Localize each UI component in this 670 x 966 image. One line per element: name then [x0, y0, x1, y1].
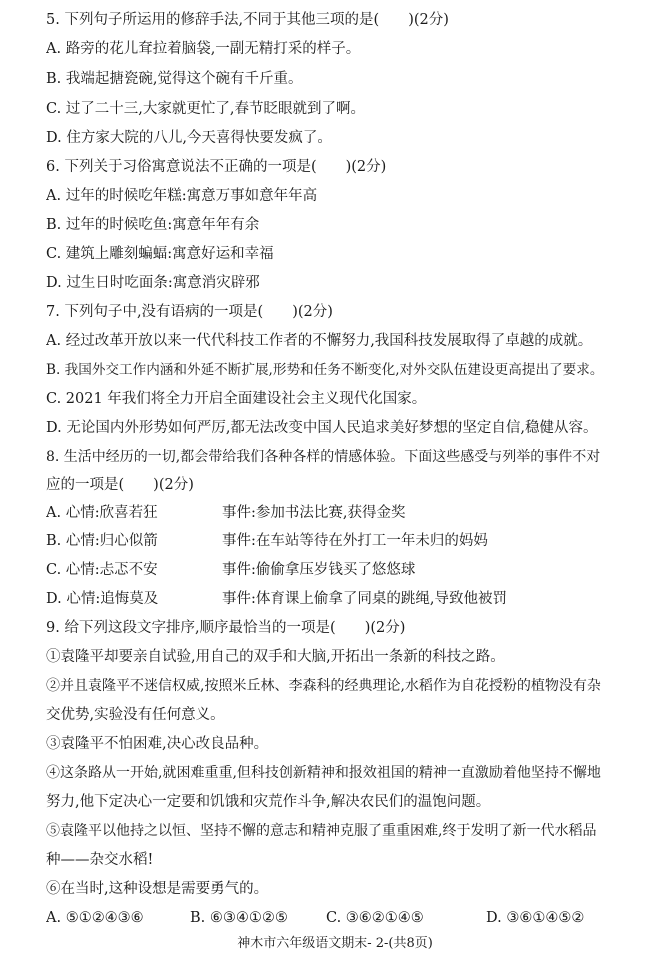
q9-choices [46, 905, 648, 931]
q8-option-b [46, 528, 648, 554]
q8-stem-line2: 应的一项是( )(2分) [46, 477, 194, 493]
q7-stem: 7. 下列句子中,没有语病的一项是( )(2分) [46, 304, 333, 320]
q9-choice-a: A. ⑤①②④③⑥ [46, 910, 144, 926]
q8-option-c-mood: C. 心情:忐忑不安 [46, 562, 158, 578]
q6-option-a: A. 过年的时候吃年糕:寓意万事如意年年高 [46, 188, 318, 204]
q5-option-d: D. 住方家大院的八儿,今天喜得快要发疯了。 [46, 130, 332, 146]
q8-option-c-event: 事件:偷偷拿压岁钱买了悠悠球 [222, 562, 416, 578]
q9-sentence-3: ③袁隆平不怕困难,决心改良品种。 [46, 736, 269, 752]
q5-option-b: B. 我端起搪瓷碗,觉得这个碗有千斤重。 [46, 71, 303, 87]
q7-option-c: C. 2021 年我们将全力开启全面建设社会主义现代化国家。 [46, 391, 427, 407]
q9-sentence-5-line2: 种——杂交水稻! [46, 852, 154, 868]
q9-sentence-5-line1: ⑤袁隆平以他持之以恒、坚持不懈的意志和精神克服了重重困难,终于发明了新一代水稻品 [46, 823, 597, 839]
q6-stem: 6. 下列关于习俗寓意说法不正确的一项是( )(2分) [46, 159, 387, 175]
q5-option-c: C. 过了二十三,大家就更忙了,春节眨眼就到了啊。 [46, 101, 366, 117]
q6-option-c: C. 建筑上雕刻蝙蝠:寓意好运和幸福 [46, 246, 274, 262]
q9-sentence-2-line1: ②并且袁隆平不迷信权威,按照米丘林、李森科的经典理论,水稻作为自花授粉的植物没有杂 [46, 678, 601, 694]
q6-option-b: B. 过年的时候吃鱼:寓意年年有余 [46, 217, 260, 233]
q8-option-a-mood: A. 心情:欣喜若狂 [46, 505, 158, 521]
q9-sentence-4-line1: ④这条路从一开始,就困难重重,但科技创新精神和报效祖国的精神一直激励着他坚持不懈地 [46, 765, 601, 781]
q8-option-c [46, 557, 648, 583]
q9-stem: 9. 给下列这段文字排序,顺序最恰当的一项是( )(2分) [46, 620, 406, 636]
q8-option-a [46, 500, 648, 526]
q8-option-d-mood: D. 心情:追悔莫及 [46, 591, 159, 607]
page-footer: 神木市六年级语文期末- 2-(共8页) [237, 936, 433, 951]
q9-sentence-4-line2: 努力,他下定决心一定要和饥饿和灾荒作斗争,解决农民们的温饱问题。 [46, 794, 491, 810]
q8-option-d [46, 586, 648, 612]
q7-option-b: B. 我国外交工作内涵和外延不断扩展,形势和任务不断变化,对外交队伍建设更高提出了要求。 [46, 362, 604, 378]
q8-option-a-event: 事件:参加书法比赛,获得金奖 [222, 505, 406, 521]
q8-option-b-mood: B. 心情:归心似箭 [46, 533, 158, 549]
q9-choice-c: C. ③⑥②①④⑤ [326, 910, 424, 926]
q9-sentence-6: ⑥在当时,这种设想是需要勇气的。 [46, 881, 269, 897]
q8-option-d-event: 事件:体育课上偷拿了同桌的跳绳,导致他被罚 [222, 591, 507, 607]
q9-choice-d: D. ③⑥①④⑤② [486, 910, 585, 926]
q9-choice-b: B. ⑥③④①②⑤ [190, 910, 288, 926]
q8-option-b-event: 事件:在车站等待在外打工一年未归的妈妈 [222, 533, 488, 549]
q9-sentence-2-line2: 交优势,实验没有任何意义。 [46, 707, 225, 723]
q5-option-a: A. 路旁的花儿耷拉着脑袋,一副无精打采的样子。 [46, 41, 361, 57]
q7-option-d: D. 无论国内外形势如何严厉,都无法改变中国人民追求美好梦想的坚定自信,稳健从容。 [46, 420, 598, 436]
q7-option-a: A. 经过改革开放以来一代代科技工作者的不懈努力,我国科技发展取得了卓越的成就。 [46, 333, 593, 349]
q5-stem: 5. 下列句子所运用的修辞手法,不同于其他三项的是( )(2分) [46, 12, 449, 28]
q6-option-d: D. 过生日时吃面条:寓意消灾辟邪 [46, 275, 260, 291]
q9-sentence-1: ①袁隆平却要亲自试验,用自己的双手和大脑,开拓出一条新的科技之路。 [46, 649, 505, 665]
q8-stem-line1: 8. 生活中经历的一切,都会带给我们各种各样的情感体验。下面这些感受与列举的事件不对 [46, 449, 601, 465]
